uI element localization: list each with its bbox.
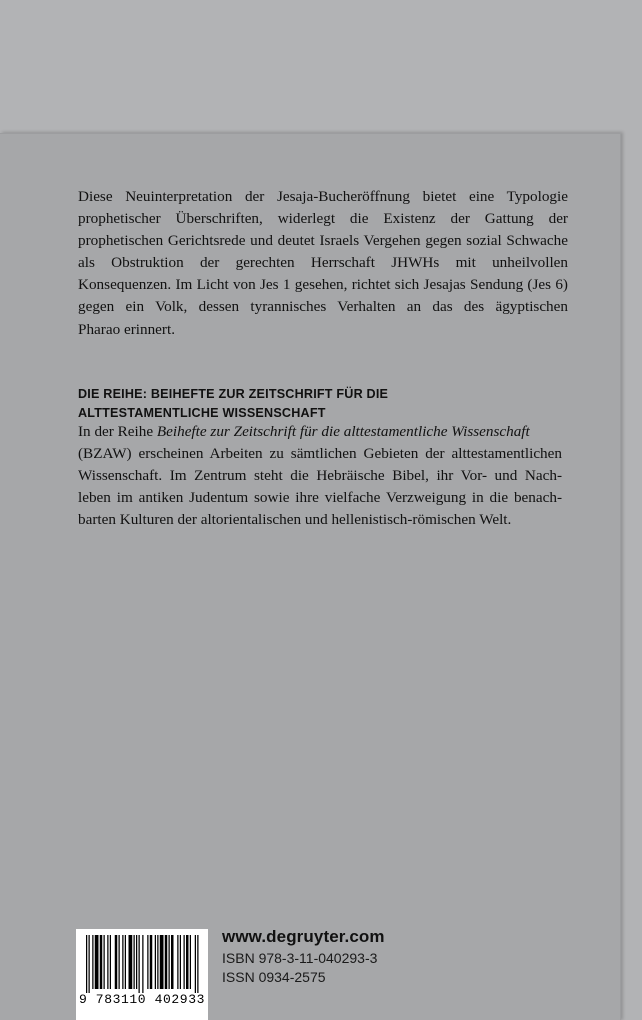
- barcode-bar: [125, 935, 126, 989]
- barcode-bar: [186, 935, 189, 989]
- barcode-bar: [190, 935, 191, 989]
- series-line: (BZAW) erscheinen Arbeiten zu sämtlichen Gebieten der alttestamentlichen: [78, 445, 562, 463]
- blurb-line: Pharao erinnert.: [78, 320, 175, 338]
- book-blurb: [78, 186, 568, 341]
- publisher-info: [222, 925, 385, 987]
- barcode-bar: [100, 935, 103, 989]
- series-description: [78, 421, 562, 531]
- barcode-bar: [197, 935, 198, 993]
- blurb-line: Konsequenzen. Im Licht von Jes 1 gesehen, richtet sich Jesajas Sendung (Jes 6): [78, 276, 568, 294]
- barcode-bar: [147, 935, 148, 989]
- series-name-italic: Beihefte zur Zeitschrift für die alttestamentliche Wissenschaft: [156, 423, 530, 440]
- barcode-bar: [95, 935, 99, 989]
- series-heading-line: DIE REIHE: BEIHEFTE ZUR ZEITSCHRIFT FÜR DIE: [78, 387, 389, 401]
- issn-number: ISSN 0934-2575: [222, 969, 326, 985]
- blurb-line: prophetischen Gerichtsrede und deutet Israels Vergehen gegen sozial Schwache: [78, 232, 568, 250]
- series-line: [78, 421, 562, 443]
- barcode-bar: [122, 935, 123, 989]
- series-intro-text: In der Reihe: [78, 423, 157, 440]
- barcode-bar: [142, 935, 143, 993]
- barcode-bar: [89, 935, 90, 993]
- barcode-bar: [110, 935, 111, 989]
- barcode-bar: [86, 935, 87, 993]
- barcode-digits: 9 783110 402933: [78, 992, 206, 1007]
- barcode-bar: [104, 935, 105, 989]
- barcode-bar: [107, 935, 108, 989]
- blurb-line: als Obstruktion der gerechten Herrschaft JHWHs mit unheilvollen: [78, 254, 568, 272]
- barcode-bar: [171, 935, 174, 989]
- series-line: Wissenschaft. Im Zentrum steht die Hebräische Bibel, ihr Vor- und Nach-: [78, 467, 562, 485]
- barcode-bar: [129, 935, 133, 989]
- barcode-bar: [160, 935, 164, 989]
- barcode-bar: [169, 935, 170, 989]
- series-line: leben im antiken Judentum sowie ihre vielfache Verzweigung in die benach-: [78, 489, 562, 507]
- barcode-bar: [139, 935, 140, 993]
- barcode-bar: [92, 935, 93, 989]
- barcode-bar: [150, 935, 153, 989]
- blurb-line: prophetischer Überschriften, widerlegt die Existenz der Gattung der: [78, 210, 568, 228]
- barcode-bar: [134, 935, 135, 989]
- blurb-line: gegen ein Volk, dessen tyrannisches Verhalten an das des ägyptischen: [78, 298, 568, 316]
- barcode-bar: [115, 935, 118, 989]
- barcode-bar: [155, 935, 156, 989]
- isbn-barcode: [76, 929, 208, 1020]
- blurb-line: Diese Neuinterpretation der Jesaja-Bucheröffnung bietet eine Typologie: [78, 188, 568, 205]
- barcode-bar: [136, 935, 137, 989]
- barcode-bar: [195, 935, 196, 993]
- isbn-number: ISBN 978-3-11-040293-3: [222, 950, 378, 966]
- barcode-bar: [177, 935, 178, 989]
- series-line: barten Kulturen der altorientalischen und hellenistisch-römischen Welt.: [78, 511, 512, 529]
- barcode-bar: [180, 935, 181, 989]
- barcode-bars: [76, 929, 208, 993]
- publisher-url: www.degruyter.com: [222, 927, 385, 946]
- series-heading-line: ALTTESTAMENTLICHE WISSENSCHAFT: [78, 405, 326, 420]
- barcode-bar: [184, 935, 185, 989]
- barcode-bar: [165, 935, 168, 989]
- series-heading: [78, 385, 568, 422]
- barcode-bar: [157, 935, 158, 989]
- barcode-bar: [119, 935, 120, 989]
